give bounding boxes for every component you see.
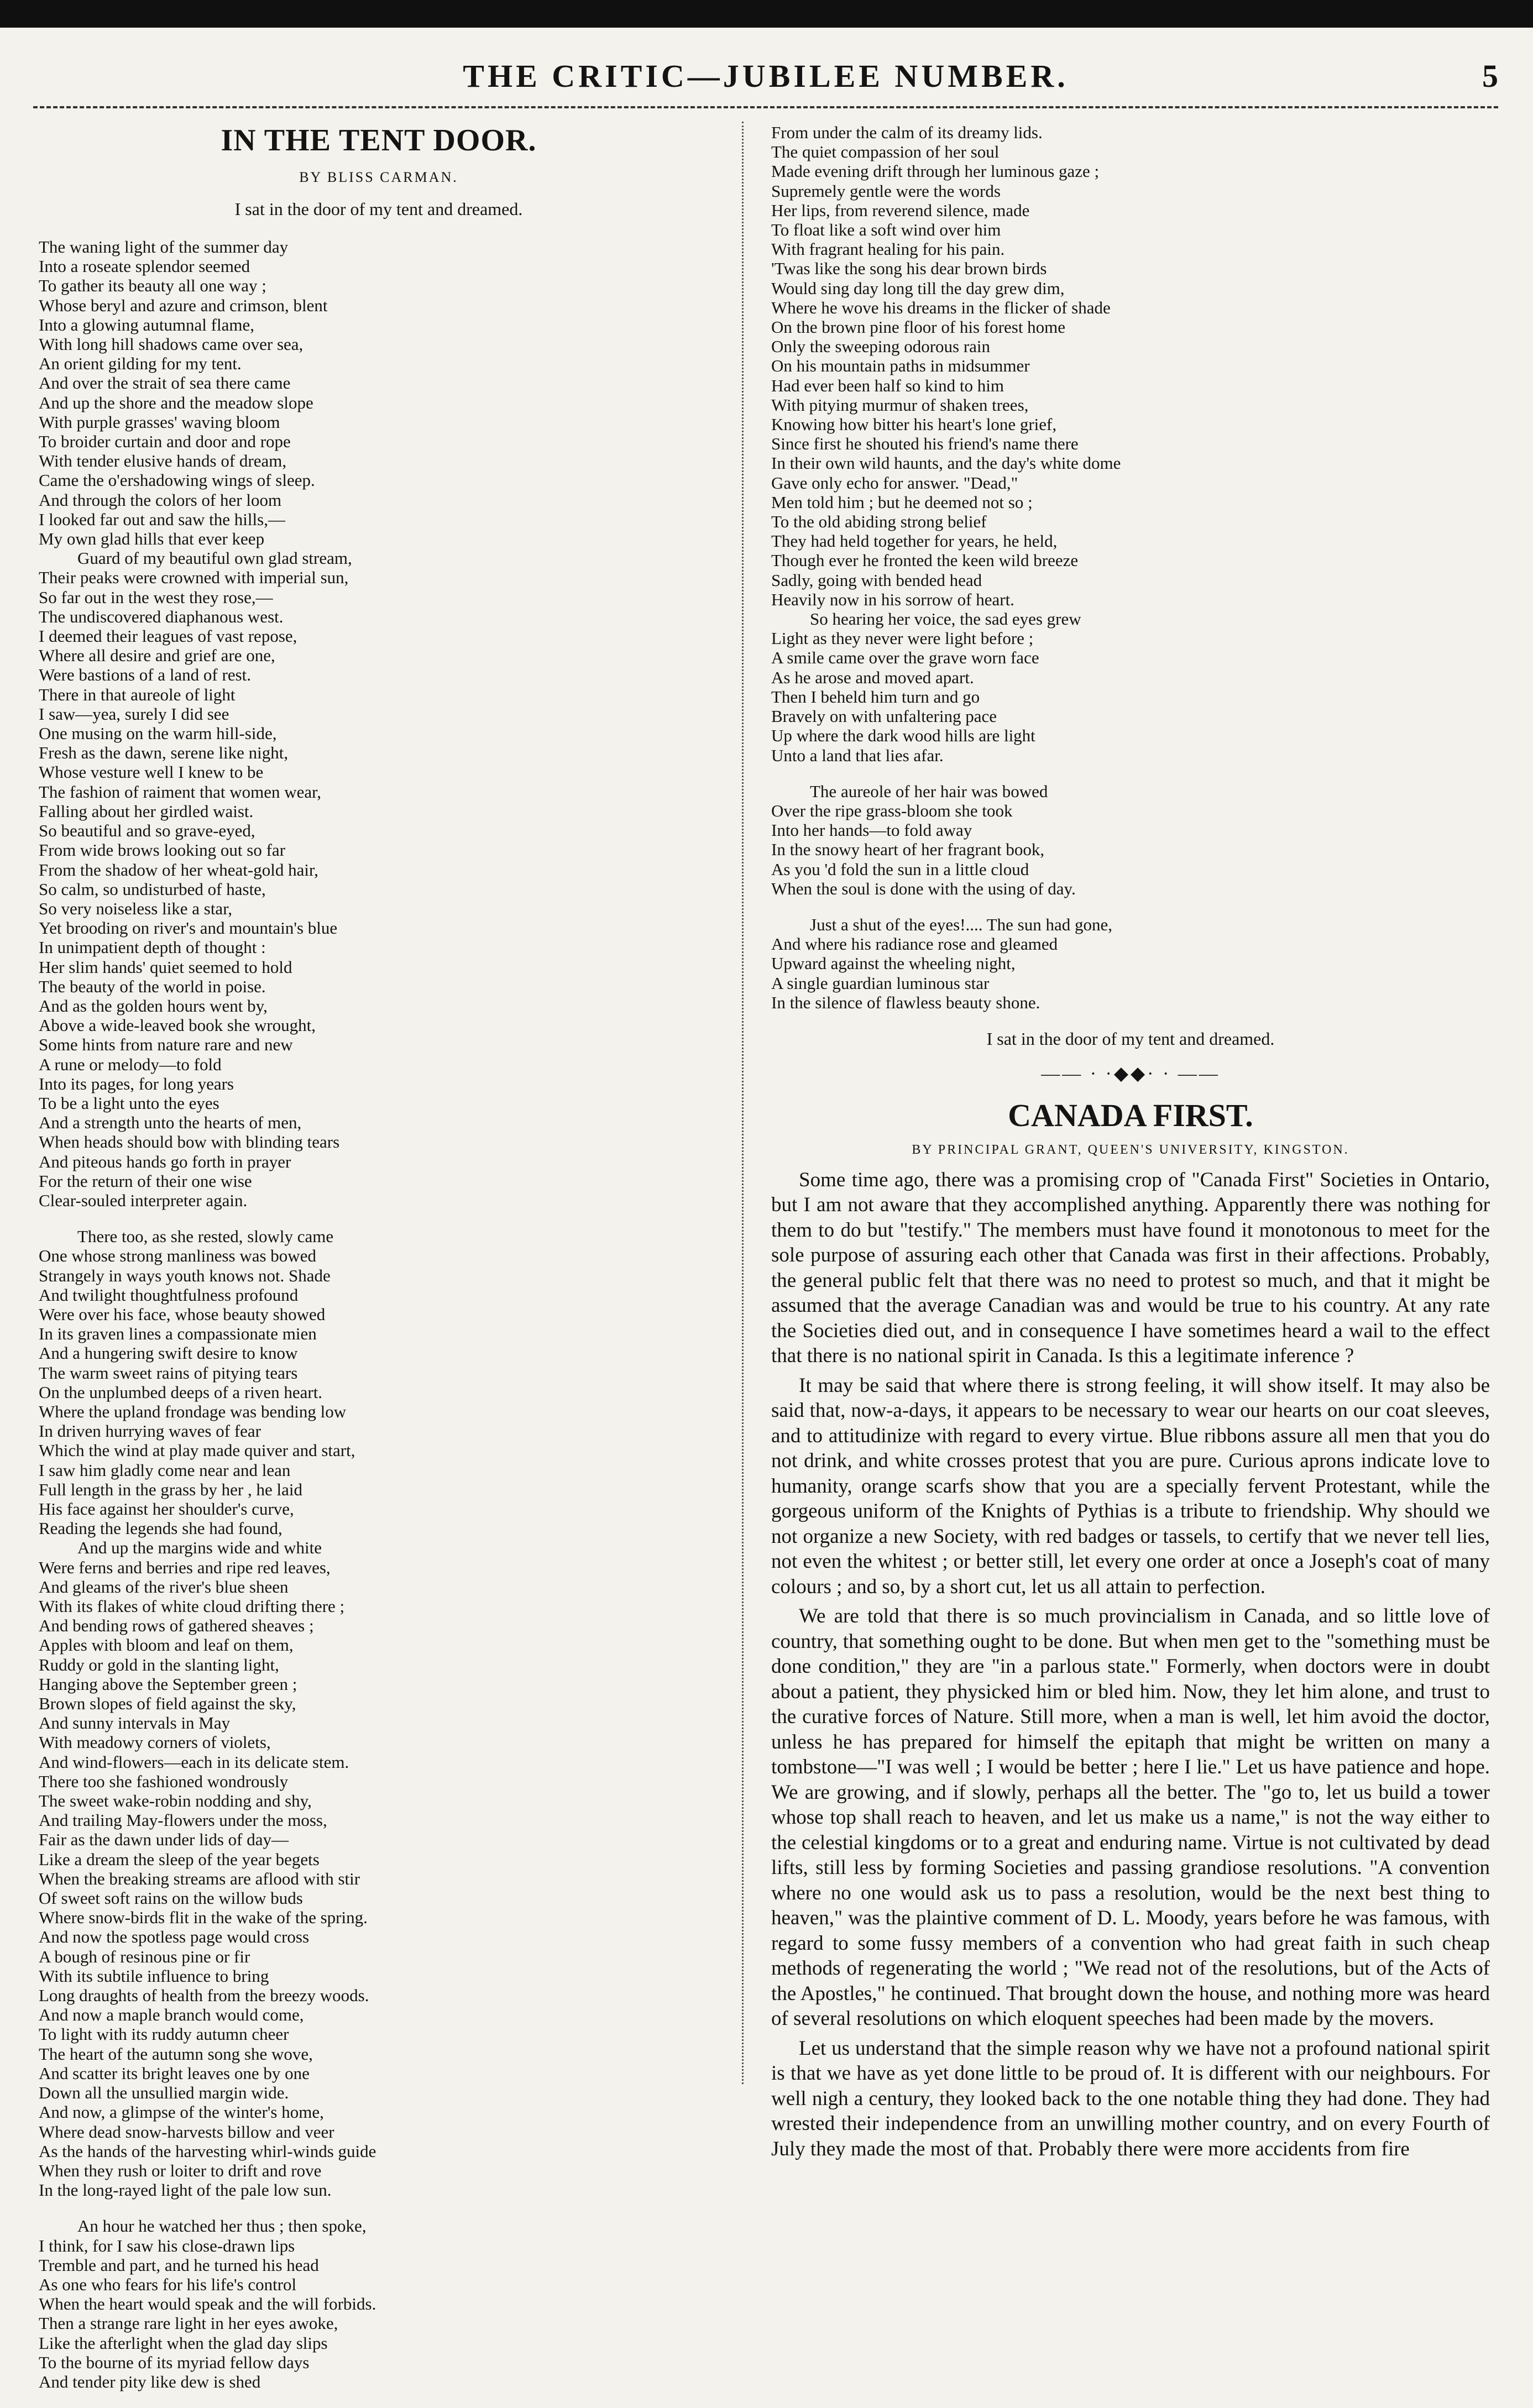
poem-line: And sunny intervals in May: [39, 1713, 231, 1733]
poem-line: There too she fashioned wondrously: [39, 1771, 289, 1791]
poem-line: When the breaking streams are aflood with stir: [39, 1868, 360, 1888]
poem-line: Then a strange rare light in her eyes awoke,: [39, 2313, 338, 2333]
poem-epigraph: I sat in the door of my tent and dreamed.: [234, 199, 523, 219]
poem-line: When heads should bow with blinding tears: [39, 1132, 340, 1152]
poem-line: Heavily now in his sorrow of heart.: [771, 589, 1014, 609]
poem-line: In their own wild haunts, and the day's white dome: [771, 453, 1121, 473]
poem-line: And over the strait of sea there came: [39, 373, 291, 393]
poem-line: Made evening drift through her luminous gaze ;: [771, 161, 1100, 181]
poem-line: Her lips, from reverend silence, made: [771, 200, 1030, 220]
poem-line: One musing on the warm hill-side,: [39, 724, 277, 744]
left-column: [39, 123, 719, 2408]
poem-line: There in that aureole of light: [39, 684, 236, 704]
poem-title: IN THE TENT DOOR.: [221, 123, 537, 158]
poem-line: Like a dream the sleep of the year begets: [39, 1849, 320, 1869]
essay-byline: BY PRINCIPAL GRANT, QUEEN'S UNIVERSITY, KINGSTON.: [912, 1142, 1349, 1157]
poem-line: A rune or melody—to fold: [39, 1054, 222, 1074]
poem-line: Though ever he fronted the keen wild breeze: [771, 551, 1079, 570]
essay-paragraph: Some time ago, there was a promising crop of "Canada First" Societies in Ontario, but I am not aware that they accomplished anything. Apparently there was nothing for them to do but "testify." The members must have found it monotonous to meet for the sole purpose of assuring each other that Canada was first in their affections. Probably, the general public felt that there was no need to protest so much, and that it might be assumed that the average Canadian was and would be true to his country. At any rate the Societies died out, and in consequence I have sometimes heard a wail to the effect that there is no national spirit in Canada. Is this a legitimate inference ?: [771, 1168, 1490, 1368]
poem-line: When they rush or loiter to drift and rove: [39, 2160, 322, 2180]
poem-line: Upward against the wheeling night,: [771, 954, 1016, 973]
poem-line: One whose strong manliness was bowed: [39, 1246, 316, 1266]
poem-line: With meadowy corners of violets,: [39, 1732, 271, 1752]
poem-line: And bending rows of gathered sheaves ;: [39, 1616, 314, 1636]
poem-line: With its flakes of white cloud drifting there ;: [39, 1596, 345, 1616]
poem-line: When the soul is done with the using of day.: [771, 878, 1076, 898]
poem-line: The aureole of her hair was bowed: [810, 781, 1048, 801]
poem-line: An orient gilding for my tent.: [39, 354, 242, 374]
poem-line: Since first he shouted his friend's name there: [771, 434, 1079, 454]
poem-line: Where all desire and grief are one,: [39, 646, 275, 666]
poem-line: To the old abiding strong belief: [771, 512, 987, 532]
poem-line: And piteous hands go forth in prayer: [39, 1151, 291, 1171]
poem-line: I saw him gladly come near and lean: [39, 1460, 291, 1480]
poem-line: Her slim hands' quiet seemed to hold: [39, 957, 292, 977]
poem-line: Supremely gentle were the words: [771, 181, 1001, 201]
poem-line: There too, as she rested, slowly came: [77, 1227, 334, 1247]
poem-line: Whose vesture well I knew to be: [39, 762, 264, 782]
poem-line: And up the margins wide and white: [77, 1538, 322, 1558]
poem-line: The warm sweet rains of pitying tears: [39, 1363, 298, 1383]
poem-line: Apples with bloom and leaf on them,: [39, 1635, 294, 1655]
poem-line: Where snow-birds flit in the wake of the spring.: [39, 1908, 368, 1928]
poem-line: And scatter its bright leaves one by one: [39, 2063, 310, 2083]
poem-line: In driven hurrying waves of fear: [39, 1421, 261, 1441]
poem-line: Yet brooding on river's and mountain's blue: [39, 918, 338, 938]
poem-stanza: [771, 915, 1490, 1012]
poem-line: I deemed their leagues of vast repose,: [39, 626, 297, 646]
poem-line: My own glad hills that ever keep: [39, 529, 265, 549]
poem-line: In unimpatient depth of thought :: [39, 938, 266, 957]
poem-line: From under the calm of its dreamy lids.: [771, 123, 1043, 142]
poem-body-right: [771, 123, 1490, 1012]
poem-line: Then I beheld him turn and go: [771, 687, 980, 706]
poem-line: Up where the dark wood hills are light: [771, 726, 1035, 746]
poem-line: Where the upland frondage was bending low: [39, 1401, 347, 1421]
poem-line: Would sing day long till the day grew dim,: [771, 278, 1065, 298]
poem-line: Into a glowing autumnal flame,: [39, 315, 254, 334]
poem-line: An hour he watched her thus ; then spoke,: [77, 2216, 367, 2236]
poem-line: The quiet compassion of her soul: [771, 142, 1000, 162]
poem-line: And as the golden hours went by,: [39, 996, 268, 1015]
poem-line: With fragrant healing for his pain.: [771, 239, 1005, 259]
poem-line: Reading the legends she had found,: [39, 1519, 282, 1538]
poem-line: With purple grasses' waving bloom: [39, 412, 280, 432]
poem-line: With its subtile influence to bring: [39, 1966, 269, 1986]
poem-line: I think, for I saw his close-drawn lips: [39, 2236, 295, 2255]
poem-line: And a strength unto the hearts of men,: [39, 1113, 302, 1133]
poem-stanza: [39, 2216, 719, 2391]
poem-line: Had ever been half so kind to him: [771, 375, 1004, 395]
poem-line: I looked far out and saw the hills,—: [39, 509, 285, 529]
poem-line: Full length in the grass by her , he laid: [39, 1479, 302, 1499]
poem-line: A smile came over the grave worn face: [771, 648, 1039, 668]
poem-line: Knowing how bitter his heart's lone grief,: [771, 415, 1057, 435]
section-ornament: —— · ·◆◆· · ——: [1041, 1063, 1220, 1084]
column-divider: [742, 122, 744, 2084]
poem-line: When the heart would speak and the will forbids.: [39, 2294, 376, 2314]
poem-line: Into a roseate splendor seemed: [39, 256, 250, 276]
poem-line: Men told him ; but he deemed not so ;: [771, 492, 1033, 512]
poem-line: On his mountain paths in midsummer: [771, 356, 1030, 376]
poem-line: Some hints from nature rare and new: [39, 1035, 293, 1055]
poem-line: With long hill shadows came over sea,: [39, 334, 304, 354]
poem-stanza: [39, 237, 719, 1210]
top-border-band: [0, 0, 1533, 28]
poem-line: To float like a soft wind over him: [771, 220, 1001, 240]
poem-line: Light as they never were light before ;: [771, 629, 1034, 648]
poem-line: To be a light unto the eyes: [39, 1093, 219, 1113]
poem-line: Their peaks were crowned with imperial sun,: [39, 568, 349, 588]
poem-line: Unto a land that lies afar.: [771, 745, 944, 765]
poem-line: 'Twas like the song his dear brown birds: [771, 259, 1047, 279]
poem-line: As you 'd fold the sun in a little cloud: [771, 859, 1029, 879]
poem-line: Falling about her girdled waist.: [39, 801, 254, 821]
poem-line: And up the shore and the meadow slope: [39, 392, 313, 412]
poem-line: Down all the unsullied margin wide.: [39, 2083, 289, 2103]
poem-line: From the shadow of her wheat-gold hair,: [39, 860, 318, 880]
poem-line: Fair as the dawn under lids of day—: [39, 1830, 289, 1850]
page-number: 5: [1482, 58, 1498, 94]
right-column: [771, 123, 1490, 2166]
poem-line: They had held together for years, he held,: [771, 531, 1058, 551]
poem-line: As one who fears for his life's control: [39, 2274, 297, 2294]
poem-line: Long draughts of health from the breezy woods.: [39, 1986, 369, 2006]
poem-line: Gave only echo for answer. "Dead,": [771, 473, 1018, 493]
poem-line: I saw—yea, surely I did see: [39, 704, 229, 724]
poem-line: With tender elusive hands of dream,: [39, 451, 287, 471]
poem-line: So far out in the west they rose,—: [39, 587, 273, 607]
poem-line: Of sweet soft rains on the willow buds: [39, 1888, 303, 1908]
poem-line: For the return of their one wise: [39, 1171, 252, 1191]
poem-line: The fashion of raiment that women wear,: [39, 782, 321, 802]
poem-line: So very noiseless like a star,: [39, 898, 233, 918]
essay-paragraph: Let us understand that the simple reason why we have not a profound national spirit is that we have as yet done little to be proud of. It is different with our neighbours. For well nigh a century, they looked back to the one notable thing they had done. They had wrested their independence from an unwilling mother country, and on every Fourth of July they made the most of that. Probably there were more accidents from fire: [771, 2037, 1490, 2160]
poem-line: As the hands of the harvesting whirl-winds guide: [39, 2141, 376, 2161]
poem-line: To the bourne of its myriad fellow days: [39, 2352, 310, 2372]
poem-line: And through the colors of her loom: [39, 490, 282, 510]
poem-line: In its graven lines a compassionate mien: [39, 1324, 317, 1344]
poem-line: Above a wide-leaved book she wrought,: [39, 1015, 316, 1035]
poem-line: Only the sweeping odorous rain: [771, 337, 991, 357]
poem-line: The undiscovered diaphanous west.: [39, 606, 284, 626]
poem-line: Where dead snow-harvests billow and veer: [39, 2122, 334, 2142]
poem-line: In the long-rayed light of the pale low sun.: [39, 2180, 332, 2200]
poem-line: To gather its beauty all one way ;: [39, 276, 266, 296]
essay-title: CANADA FIRST.: [1008, 1097, 1253, 1133]
poem-line: Which the wind at play made quiver and start,: [39, 1441, 355, 1460]
poem-line: To broider curtain and door and rope: [39, 432, 291, 452]
poem-line: On the unplumbed deeps of a riven heart.: [39, 1382, 323, 1402]
poem-line: The beauty of the world in poise.: [39, 976, 266, 996]
poem-line: And gleams of the river's blue sheen: [39, 1577, 289, 1596]
poem-line: Into its pages, for long years: [39, 1074, 234, 1093]
poem-line: Just a shut of the eyes!.... The sun had gone,: [810, 914, 1112, 934]
poem-stanza: [771, 123, 1490, 765]
poem-line: In the silence of flawless beauty shone.: [771, 992, 1040, 1012]
poem-line: Ruddy or gold in the slanting light,: [39, 1655, 279, 1674]
poem-line: From wide brows looking out so far: [39, 840, 286, 860]
poem-line: The heart of the autumn song she wove,: [39, 2044, 313, 2064]
poem-line: Where he wove his dreams in the flicker of shade: [771, 297, 1111, 317]
poem-line: His face against her shoulder's curve,: [39, 1499, 294, 1519]
poem-stanza: [39, 1227, 719, 2200]
poem-line: And trailing May-flowers under the moss,: [39, 1810, 327, 1830]
poem-line: So beautiful and so grave-eyed,: [39, 821, 255, 841]
poem-line: So hearing her voice, the sad eyes grew: [810, 609, 1081, 629]
poem-line: On the brown pine floor of his forest home: [771, 317, 1066, 337]
poem-byline: BY BLISS CARMAN.: [299, 169, 458, 185]
poem-line: Brown slopes of field against the sky,: [39, 1694, 296, 1714]
poem-line: Were ferns and berries and ripe red leaves,: [39, 1557, 331, 1577]
poem-line: And twilight thoughtfulness profound: [39, 1285, 299, 1305]
poem-line: Into her hands—to fold away: [771, 820, 972, 840]
poem-line: Over the ripe grass-bloom she took: [771, 800, 1013, 820]
running-head: THE CRITIC—JUBILEE NUMBER.: [463, 58, 1069, 94]
poem-line: With pitying murmur of shaken trees,: [771, 395, 1029, 415]
poem-body-left: [39, 237, 719, 2391]
poem-line: And now a maple branch would come,: [39, 2005, 304, 2025]
poem-line: Were bastions of a land of rest.: [39, 665, 252, 685]
poem-closing-line: I sat in the door of my tent and dreamed.: [986, 1028, 1275, 1049]
poem-line: To light with its ruddy autumn cheer: [39, 2024, 289, 2044]
poem-line: Fresh as the dawn, serene like night,: [39, 743, 289, 763]
poem-line: And now, a glimpse of the winter's home,: [39, 2102, 324, 2122]
poem-line: And where his radiance rose and gleamed: [771, 934, 1058, 954]
poem-stanza: [771, 782, 1490, 898]
poem-line: The sweet wake-robin nodding and shy,: [39, 1791, 312, 1811]
poem-line: Clear-souled interpreter again.: [39, 1190, 248, 1210]
poem-line: Bravely on with unfaltering pace: [771, 706, 997, 726]
masthead: [33, 57, 1498, 107]
poem-line: In the snowy heart of her fragrant book,: [771, 840, 1045, 860]
poem-line: Were over his face, whose beauty showed: [39, 1304, 326, 1324]
poem-line: So calm, so undisturbed of haste,: [39, 879, 266, 899]
poem-line: Strangely in ways youth knows not. Shade: [39, 1265, 331, 1285]
poem-line: And now the spotless page would cross: [39, 1927, 310, 1947]
poem-line: As he arose and moved apart.: [771, 667, 974, 687]
poem-line: The waning light of the summer day: [39, 237, 289, 256]
poem-line: Like the afterlight when the glad day slips: [39, 2333, 328, 2353]
poem-line: Whose beryl and azure and crimson, blent: [39, 295, 328, 315]
poem-line: And wind-flowers—each in its delicate stem.: [39, 1752, 349, 1772]
poem-line: Guard of my beautiful own glad stream,: [77, 548, 352, 568]
header-rule: [33, 106, 1498, 108]
essay-paragraph: It may be said that where there is strong feeling, it will show itself. It may also be said that, now-a-days, it appears to be necessary to wear our hearts on our coat sleeves, and to attitudinize with regard to every virtue. Blue ribbons assure all men that you do not drink, and white crosses protest that you are pure. Curious aprons indicate love to humanity, orange scarfs show that you are a specially fervent Protestant, while the gorgeous uniform of the Knights of Pythias is a tribute to friendship. Why should we not organize a new Society, with red badges or tassels, to certify that we never tell lies, not even the whitest ; or better still, let every one order at once a Joseph's coat of many colours ; and so, by a short cut, let us all attain to perfection.: [771, 1374, 1490, 1598]
poem-line: Came the o'ershadowing wings of sleep.: [39, 470, 315, 490]
poem-line: A bough of resinous pine or fir: [39, 1946, 250, 1966]
poem-line: A single guardian luminous star: [771, 973, 990, 993]
essay-paragraph: We are told that there is so much provincialism in Canada, and so little love of country, that something ought to be done. But when men get to the "something must be done condition," they are "in a parlous state." Formerly, when doctors were in doubt about a patient, they physicked him or bled him. Now, they let him alone, and trust to the curative forces of Nature. Still more, when a man is well, let him avoid the doctor, unless he has prepared for himself the epitaph that might be written on many a tombstone—"I was well ; I would be better ; here I lie." Let us have patience and hope. We are growing, and if slowly, perhaps all the better. The "go to, let us build a tower whose top shall reach to heaven, and let us make us a name," is not the way either to the celestial kingdoms or to a great and enduring name. Virtue is not cultivated by dead lifts, still less by forming Societies and passing grandiose resolutions. "A convention where no one would ask us to pass a resolution, would be the next best thing to heaven," was the plaintive comment of D. L. Moody, years before he was famous, with regard to some fussy members of a convention who had great faith in such cheap methods of regenerating the world ; "We read not of the resolutions, but of the Acts of the Apostles," he continued. That brought down the house, and nothing more was heard of several resolutions on which eloquent speeches had been made by the movers.: [771, 1605, 1490, 2030]
poem-line: Hanging above the September green ;: [39, 1674, 297, 1694]
poem-line: And tender pity like dew is shed: [39, 2372, 261, 2391]
essay-body: [771, 1168, 1490, 2162]
poem-line: And a hungering swift desire to know: [39, 1343, 298, 1363]
poem-line: Sadly, going with bended head: [771, 570, 982, 590]
poem-line: Tremble and part, and he turned his head: [39, 2255, 319, 2275]
